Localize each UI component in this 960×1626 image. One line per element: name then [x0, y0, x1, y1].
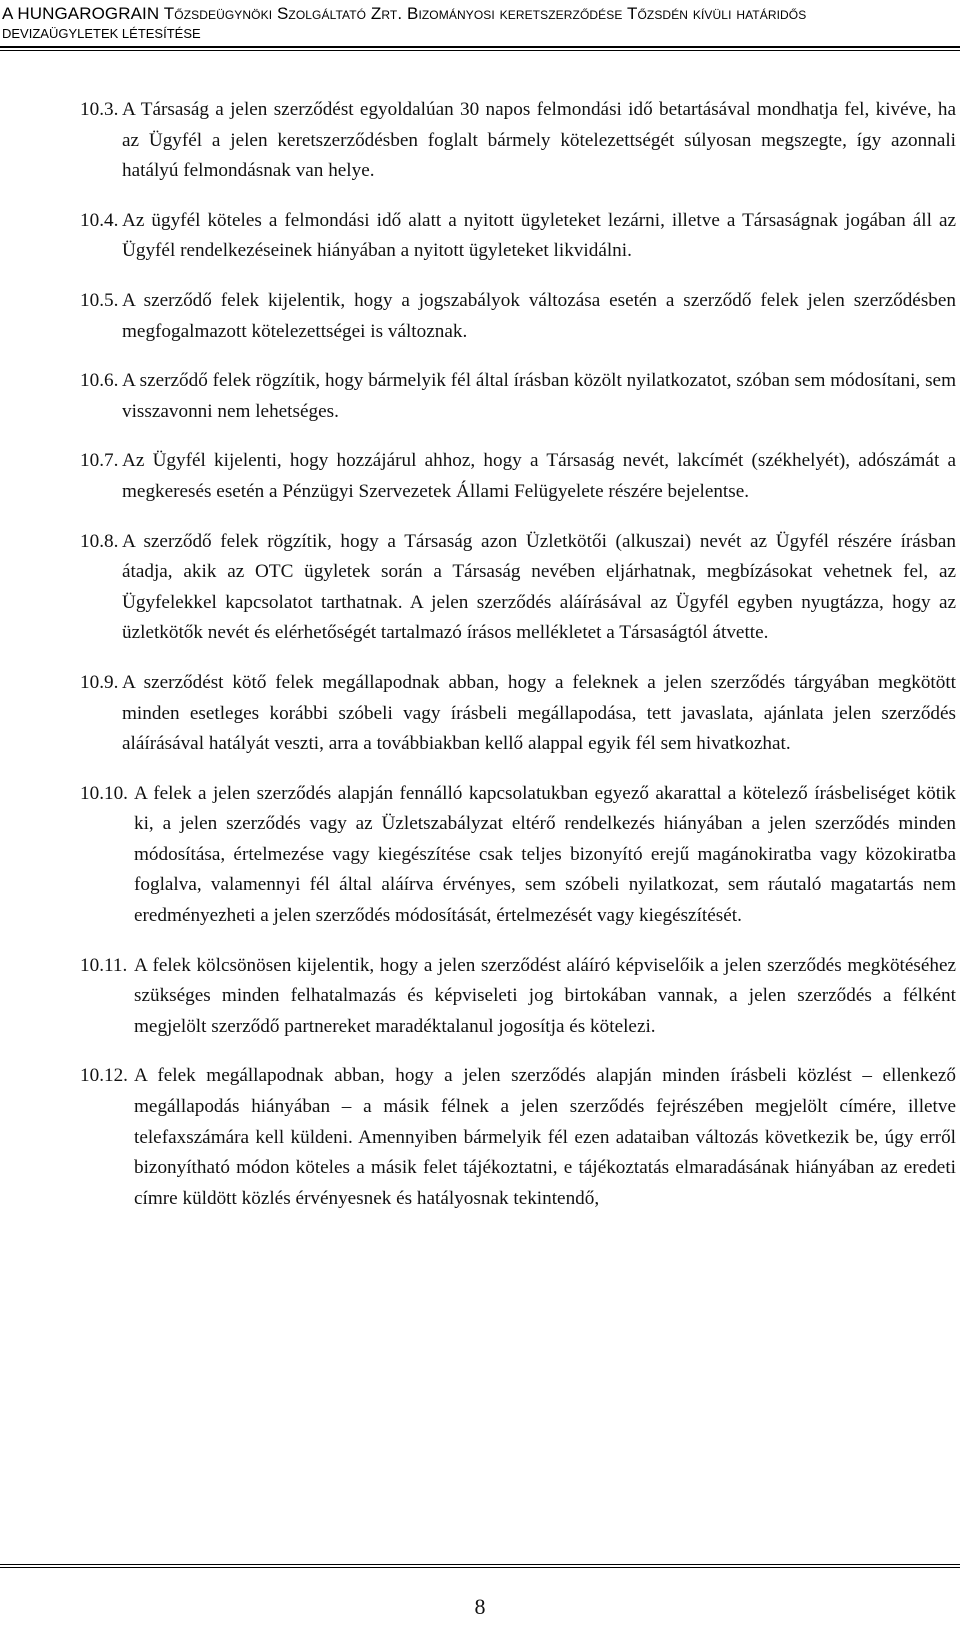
clause-number: 10.10.	[80, 782, 128, 804]
clause-number: 10.4.	[80, 209, 119, 231]
clause-text: A felek a jelen szerződés alapján fennálló kapcsolatukban egyező akarattal a kötelező írásbeliséget kötik ki, a jelen szerződés vagy az Üzletszabályzat eltérő rendelkezés hiányában a jelen szerződés minden módosítása, értelmezése vagy kiegészítése csak teljes bizonyító erejű magánokiratba vagy közokiratba foglalva, valamennyi fél által aláírva érvényes, sem szóbeli nyilatkozat, sem ráutaló magatartás nem eredményezheti a jelen szerződés módosítását, értelmezését vagy kiegészítését.	[134, 782, 956, 927]
header-rule-thin	[0, 50, 960, 51]
clause-10-8	[80, 527, 956, 649]
footer-rule-thin	[0, 1567, 960, 1568]
clause-10-3	[80, 95, 956, 187]
clause-10-9	[80, 668, 956, 760]
clause-text: A felek megállapodnak abban, hogy a jelen szerződés alapján minden írásbeli közlést – ellenkező megállapodás hiányában – a másik félnek a jelen szerződés fejrészében megjelölt címére, illetve telefaxszámára kell küldeni. Amennyiben bármelyik fél ezen adataiban változás következik be, úgy erről bizonyítható módon köteles a másik felet tájékoztatni, e tájékoztatás elmaradásának hiányában az eredeti címre küldött közlés érvényesnek és hatályosnak tekintendő,	[134, 1065, 956, 1209]
clause-text: A szerződő felek rögzítik, hogy a Társaság azon Üzletkötői (alkuszai) nevét az Ügyfél részére írásban átadja, akik az OTC ügyletek során a Társaság nevében eljárhatnak, megbízásokat vehetnek fel, az Ügyfelekkel kapcsolatot tarthatnak. A jelen szerződés aláírásával az Ügyfél egyben nyugtázza, hogy az üzletkötők nevét és elérhetőségét tartalmazó írásos mellékletet a Társaságtól átvette.	[122, 530, 956, 644]
clause-10-6	[80, 366, 956, 427]
clause-text: A szerződő felek rögzítik, hogy bármelyik fél által írásban közölt nyilatkozatot, szóban sem módosítani, sem visszavonni nem lehetséges.	[122, 370, 956, 422]
clause-10-5	[80, 286, 956, 347]
clause-10-10	[80, 779, 956, 932]
clause-text: Az Ügyfél kijelenti, hogy hozzájárul ahhoz, hogy a Társaság nevét, lakcímét (székhelyét), adószámát a megkeresés esetén a Pénzügyi Szervezetek Állami Felügyelete részére bejelentse.	[122, 450, 956, 502]
clause-number: 10.5.	[80, 289, 119, 311]
clause-10-11	[80, 951, 956, 1043]
clause-number: 10.6.	[80, 370, 119, 392]
clause-number: 10.11.	[80, 954, 128, 976]
footer-rule	[0, 1564, 960, 1565]
clause-text: A felek kölcsönösen kijelentik, hogy a jelen szerződést aláíró képviselőik a jelen szerződés megkötéséhez szükséges minden felhatalmazás és képviseleti jog birtokában vannak, a jelen szerződés a félként megjelölt szerződő partnereket maradéktalanul jogosítja és kötelezi.	[134, 954, 956, 1037]
clause-text: A Társaság a jelen szerződést egyoldalúan 30 napos felmondási idő betartásával mondhatja fel, kivéve, ha az Ügyfél a jelen keretszerződésben foglalt bármely kötelezettségét súlyosan megszegte, így azonnali hatályú felmondásnak van helye.	[122, 99, 956, 182]
running-header	[0, 0, 960, 46]
clause-text: A szerződést kötő felek megállapodnak abban, hogy a feleknek a jelen szerződés tárgyában megkötött minden esetleges korábbi szóbeli vagy írásbeli megállapodása, tett javaslata, ajánlata jelen szerződés aláírásával hatályát veszti, arra a továbbiakban kellő alappal egyik fél sem hivatkozhat.	[122, 671, 956, 755]
clause-10-4	[80, 206, 956, 267]
clause-10-7	[80, 446, 956, 507]
clause-number: 10.7.	[80, 450, 119, 472]
header-rule	[0, 46, 960, 48]
header-title-line-1: A HUNGAROGRAIN Tőzsdeügynöki Szolgáltató Zrt. Bizományosi keretszerződése Tőzsdén kívüli határidős	[2, 4, 807, 23]
header-title-line-2: DEVIZAÜGYLETEK LÉTESÍTÉSE	[2, 26, 201, 41]
clause-10-12	[80, 1061, 956, 1214]
clause-text: A szerződő felek kijelentik, hogy a jogszabályok változása esetén a szerződő felek jelen szerződésben megfogalmazott kötelezettségei is változnak.	[122, 289, 956, 342]
clause-number: 10.12.	[80, 1065, 128, 1087]
clause-number: 10.9.	[80, 671, 119, 693]
document-body	[80, 95, 956, 1233]
clause-number: 10.8.	[80, 530, 119, 552]
clause-text: Az ügyfél köteles a felmondási idő alatt a nyitott ügyleteket lezárni, illetve a Társaságnak jogában áll az Ügyfél rendelkezéseinek hiányában a nyitott ügyleteket likvidálni.	[122, 209, 956, 262]
page-number: 8	[474, 1594, 486, 1619]
clause-number: 10.3.	[80, 99, 119, 120]
